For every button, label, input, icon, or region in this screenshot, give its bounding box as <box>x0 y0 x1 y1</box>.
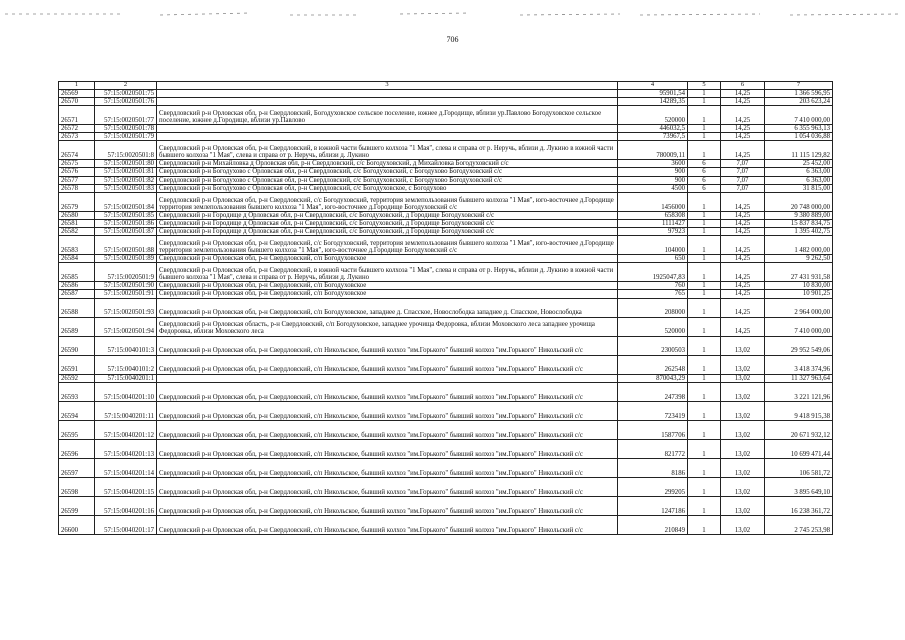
parcel-description <box>157 374 618 382</box>
cadastral-number: 57:15:0020501:85 <box>95 211 157 219</box>
cadastral-number: 57:15:0040201:14 <box>95 458 157 477</box>
table-row <box>59 168 833 176</box>
row-number: 26576 <box>59 168 95 176</box>
table-row <box>59 374 833 382</box>
cadastral-number: 57:15:0040201:15 <box>95 477 157 496</box>
rate-value: 13,02 <box>721 458 765 477</box>
cadastral-number: 57:15:0020501:88 <box>95 236 157 255</box>
cadastral-number: 57:15:0040201:17 <box>95 515 157 534</box>
parcel-area: 1247186 <box>618 496 688 515</box>
rate-value: 13,02 <box>721 496 765 515</box>
land-category: 6 <box>688 176 721 184</box>
row-number: 26597 <box>59 458 95 477</box>
parcel-description: Свердловский р-н Михайловка д Орловская обл, р-н Свердловский, с/с Богодуховский, д Михайловка Богодуховский с/с <box>157 160 618 168</box>
rate-value: 14,25 <box>721 290 765 298</box>
parcel-description: Свердловский р-н Орловская обл, р-н Свердловский, с/п Богодуховское <box>157 255 618 263</box>
rate-value: 14,25 <box>721 133 765 141</box>
table-row <box>59 211 833 219</box>
parcel-description: Свердловский р-н Орловская обл, р-н Свердловский, Богодуховское сельское поселение, южнее д.Городище, вблизи ур.Павлово Богодуховское сельское поселение, южнее д.Городище, вблизи ур.Павлово <box>157 106 618 125</box>
land-category: 1 <box>688 228 721 236</box>
cadastral-value: 11 327 963,64 <box>765 374 833 382</box>
cadastral-value: 31 815,00 <box>765 184 833 192</box>
cadastral-value: 9 418 915,38 <box>765 401 833 420</box>
parcel-description: Свердловский р-н Орловская обл, р-н Свердловский, в южной части бывшего колхоза "1 Мая", слева и справа от р. Неручь, вблизи д. Лукино в южной части бывшего колхоза "1 Мая", слева и справа от р. Неручь, вблизи д. Лукино <box>157 263 618 282</box>
parcel-description: Свердловский р-н Орловская обл, р-н Свердловский, с/п Богодуховское, западнее д. Спасское, Новослободка западнее д. Спасское, Новослободка <box>157 298 618 317</box>
row-number: 26581 <box>59 219 95 227</box>
rate-value: 14,25 <box>721 211 765 219</box>
cadastral-number: 57:15:0040201:16 <box>95 496 157 515</box>
parcel-description: Свердловский р-н Орловская обл, р-н Свердловский, с/п Никольское, бывший колхоз "им.Горького" бывший колхоз "им.Горького" Никольский с/с <box>157 458 618 477</box>
land-category: 1 <box>688 125 721 133</box>
parcel-description: Свердловский р-н Орловская обл, р-н Свердловский, с/п Никольское, бывший колхоз "им.Горького" бывший колхоз "им.Горького" Никольский с/с <box>157 401 618 420</box>
cadastral-number: 57:15:0040101:3 <box>95 336 157 355</box>
cadastral-number: 57:15:0020501:76 <box>95 97 157 105</box>
parcel-description: Свердловский р-н Орловская обл, р-н Свердловский, с/п Никольское, бывший колхоз "им.Горького" бывший колхоз "им.Горького" Никольский с/с <box>157 496 618 515</box>
cadastral-number: 57:15:0020501:91 <box>95 290 157 298</box>
row-number: 26587 <box>59 290 95 298</box>
cadastral-number: 57:15:0020501:77 <box>95 106 157 125</box>
table-row <box>59 496 833 515</box>
parcel-description: Свердловский р-н Орловская обл, р-н Свердловский, с/с Богодуховский, территория землепользования бывшего колхоза "1 Мая", юго-восточнее д.Городище территория землепользования бывшего колхоза "1 Мая", юго-восточнее д.Городище Богодуховский с/с <box>157 236 618 255</box>
parcel-description: Свердловский р-н Богодухово с Орловская обл, р-н Свердловский, с/с Богодуховский, с Богодухово Богодуховский с/с <box>157 176 618 184</box>
cadastral-value: 6 355 963,13 <box>765 125 833 133</box>
row-number: 26579 <box>59 192 95 211</box>
cadastral-value: 3 221 121,96 <box>765 382 833 401</box>
land-category: 1 <box>688 382 721 401</box>
parcel-description: Свердловский р-н Городище д Орловская обл, р-н Свердловский, с/с Богодуховский, д Городище Богодуховский с/с <box>157 219 618 227</box>
row-number: 26599 <box>59 496 95 515</box>
column-header: 4 <box>618 82 688 90</box>
parcel-description: Свердловский р-н Орловская обл, р-н Свердловский, с/п Никольское, бывший колхоз "им.Горького" бывший колхоз "им.Горького" Никольский с/с <box>157 477 618 496</box>
row-number: 26585 <box>59 263 95 282</box>
land-category: 1 <box>688 192 721 211</box>
parcel-description <box>157 97 618 105</box>
rate-value: 13,02 <box>721 477 765 496</box>
land-category: 1 <box>688 496 721 515</box>
table-row <box>59 477 833 496</box>
cadastral-value: 9 380 889,00 <box>765 211 833 219</box>
parcel-area: 658308 <box>618 211 688 219</box>
cadastral-value: 10 830,00 <box>765 282 833 290</box>
cadastral-number: 57:15:0040201:11 <box>95 401 157 420</box>
parcel-area: 210849 <box>618 515 688 534</box>
land-category: 1 <box>688 298 721 317</box>
land-category: 1 <box>688 374 721 382</box>
parcel-area: 299205 <box>618 477 688 496</box>
row-number: 26600 <box>59 515 95 534</box>
cadastral-value: 27 431 931,58 <box>765 263 833 282</box>
land-category: 1 <box>688 255 721 263</box>
cadastral-number: 57:15:0020501:93 <box>95 298 157 317</box>
rate-value: 14,25 <box>721 219 765 227</box>
cadastral-value: 106 581,72 <box>765 458 833 477</box>
cadastral-value: 1 054 036,88 <box>765 133 833 141</box>
land-category: 1 <box>688 355 721 374</box>
cadastral-value: 1 366 596,95 <box>765 89 833 97</box>
parcel-description: Свердловский р-н Городище д Орловская обл, р-н Свердловский, с/с Богодуховский, д Городище Богодуховский с/с <box>157 228 618 236</box>
parcel-description <box>157 89 618 97</box>
row-number: 26571 <box>59 106 95 125</box>
row-number: 26570 <box>59 97 95 105</box>
page-number: 706 <box>446 35 459 44</box>
table-row <box>59 125 833 133</box>
cadastral-value: 7 410 000,00 <box>765 317 833 336</box>
parcel-description: Свердловский р-н Орловская обл, р-н Свердловский, с/п Никольское, бывший колхоз "им.Горького" бывший колхоз "им.Горького" Никольский с/с <box>157 382 618 401</box>
parcel-area: 870043,29 <box>618 374 688 382</box>
land-category: 1 <box>688 439 721 458</box>
rate-value: 14,25 <box>721 125 765 133</box>
parcel-area: 765 <box>618 290 688 298</box>
parcel-area: 1111427 <box>618 219 688 227</box>
row-number: 26589 <box>59 317 95 336</box>
parcel-area: 8186 <box>618 458 688 477</box>
land-category: 1 <box>688 97 721 105</box>
parcel-area: 760 <box>618 282 688 290</box>
table-row <box>59 298 833 317</box>
cadastral-number: 57:15:0040101:2 <box>95 355 157 374</box>
table-row <box>59 290 833 298</box>
cadastral-number: 57:15:0020501:79 <box>95 133 157 141</box>
row-number: 26582 <box>59 228 95 236</box>
row-number: 26584 <box>59 255 95 263</box>
table-row <box>59 355 833 374</box>
parcel-description: Свердловский р-н Орловская обл, р-н Свердловский, с/п Никольское, бывший колхоз "им.Горького" бывший колхоз "им.Горького" Никольский с/с <box>157 355 618 374</box>
cadastral-value: 25 452,00 <box>765 160 833 168</box>
table-row <box>59 228 833 236</box>
parcel-area: 3600 <box>618 160 688 168</box>
parcel-area: 1456000 <box>618 192 688 211</box>
cadastral-number: 57:15:0020501:9 <box>95 263 157 282</box>
rate-value: 13,02 <box>721 382 765 401</box>
land-category: 1 <box>688 236 721 255</box>
parcel-description: Свердловский р-н Орловская обл, р-н Свердловский, с/с Богодуховский, территория землепользования бывшего колхоза "1 Мая", юго-восточнее д.Городище территория землепользования бывшего колхоза "1 Мая", юго-восточнее д.Городище Богодуховский с/с <box>157 192 618 211</box>
rate-value: 14,25 <box>721 89 765 97</box>
parcel-area: 900 <box>618 176 688 184</box>
cadastral-number: 57:15:0020501:84 <box>95 192 157 211</box>
parcel-area: 73967,5 <box>618 133 688 141</box>
row-number: 26590 <box>59 336 95 355</box>
table-row <box>59 160 833 168</box>
column-header: 3 <box>157 82 618 90</box>
parcel-area: 247398 <box>618 382 688 401</box>
cadastral-value: 2 745 253,98 <box>765 515 833 534</box>
cadastral-number: 57:15:0020501:89 <box>95 255 157 263</box>
parcel-description <box>157 125 618 133</box>
row-number: 26573 <box>59 133 95 141</box>
land-category: 1 <box>688 89 721 97</box>
cadastral-value: 3 895 649,10 <box>765 477 833 496</box>
rate-value: 14,25 <box>721 97 765 105</box>
land-category: 1 <box>688 263 721 282</box>
row-number: 26588 <box>59 298 95 317</box>
parcel-area: 208000 <box>618 298 688 317</box>
rate-value: 13,02 <box>721 374 765 382</box>
rate-value: 7,07 <box>721 176 765 184</box>
cadastral-number: 57:15:0040201:1 <box>95 374 157 382</box>
land-category: 1 <box>688 290 721 298</box>
land-category: 1 <box>688 219 721 227</box>
land-category: 1 <box>688 317 721 336</box>
cadastral-value: 10 699 471,44 <box>765 439 833 458</box>
table-row <box>59 192 833 211</box>
table-row <box>59 141 833 160</box>
land-category: 1 <box>688 141 721 160</box>
parcel-description: Свердловский р-н Орловская обл, р-н Свердловский, с/п Никольское, бывший колхоз "им.Горького" бывший колхоз "им.Горького" Никольский с/с <box>157 336 618 355</box>
parcel-description <box>157 133 618 141</box>
cadastral-value: 29 952 549,06 <box>765 336 833 355</box>
parcel-area: 723419 <box>618 401 688 420</box>
parcel-area: 97923 <box>618 228 688 236</box>
scan-artifact-line <box>0 8 905 20</box>
parcel-description: Свердловский р-н Городище д Орловская обл, р-н Свердловский, с/с Богодуховский, д Городище Богодуховский с/с <box>157 211 618 219</box>
cadastral-value: 10 901,25 <box>765 290 833 298</box>
rate-value: 14,25 <box>721 317 765 336</box>
parcel-description: Свердловский р-н Орловская обл, р-н Свердловский, с/п Богодуховское <box>157 282 618 290</box>
parcel-area: 520000 <box>618 106 688 125</box>
row-number: 26586 <box>59 282 95 290</box>
table-row <box>59 236 833 255</box>
table-row <box>59 336 833 355</box>
column-header: 1 <box>59 82 95 90</box>
row-number: 26577 <box>59 176 95 184</box>
cadastral-number: 57:15:0040201:10 <box>95 382 157 401</box>
rate-value: 13,02 <box>721 420 765 439</box>
table-row <box>59 382 833 401</box>
table-row <box>59 317 833 336</box>
row-number: 26572 <box>59 125 95 133</box>
rate-value: 7,07 <box>721 168 765 176</box>
parcel-area: 900 <box>618 168 688 176</box>
parcel-description: Свердловский р-н Богодухово с Орловская обл, р-н Свердловский, с/с Богодуховское, с Богодухово <box>157 184 618 192</box>
cadastral-value: 20 671 932,12 <box>765 420 833 439</box>
cadastral-value: 1 395 402,75 <box>765 228 833 236</box>
column-header: 2 <box>95 82 157 90</box>
land-category: 1 <box>688 336 721 355</box>
land-category: 1 <box>688 133 721 141</box>
column-header: 6 <box>721 82 765 90</box>
cadastral-number: 57:15:0020501:83 <box>95 184 157 192</box>
column-header: 5 <box>688 82 721 90</box>
table-header-row <box>59 82 833 90</box>
parcel-description: Свердловский р-н Орловская обл, р-н Свердловский, в южной части бывшего колхоза "1 Мая", слева и справа от р. Неручь, вблизи д. Лукино в южной части бывшего колхоза "1 Мая", слева и справа от р. Неручь, вблизи д. Лукино <box>157 141 618 160</box>
parcel-area: 14289,35 <box>618 97 688 105</box>
rate-value: 13,02 <box>721 355 765 374</box>
cadastral-value: 16 238 361,72 <box>765 496 833 515</box>
table-row <box>59 401 833 420</box>
parcel-area: 1587706 <box>618 420 688 439</box>
parcel-description: Свердловский р-н Орловская обл, р-н Свердловский, с/п Никольское, бывший колхоз "им.Горького" бывший колхоз "им.Горького" Никольский с/с <box>157 439 618 458</box>
land-category: 1 <box>688 401 721 420</box>
column-header: 7 <box>765 82 833 90</box>
parcel-area: 95901,54 <box>618 89 688 97</box>
parcel-area: 4500 <box>618 184 688 192</box>
row-number: 26574 <box>59 141 95 160</box>
parcel-area: 2300503 <box>618 336 688 355</box>
rate-value: 14,25 <box>721 263 765 282</box>
cadastral-number: 57:15:0020501:75 <box>95 89 157 97</box>
cadastral-value: 6 363,00 <box>765 168 833 176</box>
row-number: 26580 <box>59 211 95 219</box>
table-row <box>59 219 833 227</box>
rate-value: 14,25 <box>721 255 765 263</box>
cadastral-number: 57:15:0040201:12 <box>95 420 157 439</box>
table-row <box>59 106 833 125</box>
parcel-area: 520000 <box>618 317 688 336</box>
rate-value: 14,25 <box>721 106 765 125</box>
row-number: 26592 <box>59 374 95 382</box>
table-row <box>59 176 833 184</box>
cadastral-number: 57:15:0020501:94 <box>95 317 157 336</box>
parcel-area: 262548 <box>618 355 688 374</box>
row-number: 26578 <box>59 184 95 192</box>
table-row <box>59 133 833 141</box>
parcel-description: Свердловский р-н Орловская обл, р-н Свердловский, с/п Богодуховское <box>157 290 618 298</box>
row-number: 26598 <box>59 477 95 496</box>
cadastral-value: 9 262,50 <box>765 255 833 263</box>
cadastral-number: 57:15:0020501:87 <box>95 228 157 236</box>
land-category: 1 <box>688 458 721 477</box>
cadastral-number: 57:15:0020501:90 <box>95 282 157 290</box>
parcel-area: 1925047,83 <box>618 263 688 282</box>
land-category: 1 <box>688 106 721 125</box>
table-row <box>59 263 833 282</box>
table-row <box>59 89 833 97</box>
table-row <box>59 420 833 439</box>
cadastral-number: 57:15:0020501:78 <box>95 125 157 133</box>
parcel-area: 821772 <box>618 439 688 458</box>
cadastral-value: 2 964 000,00 <box>765 298 833 317</box>
rate-value: 14,25 <box>721 236 765 255</box>
table-row <box>59 184 833 192</box>
rate-value: 13,02 <box>721 439 765 458</box>
rate-value: 14,25 <box>721 298 765 317</box>
parcel-description: Свердловский р-н Орловская обл, р-н Свердловский, с/п Никольское, бывший колхоз "им.Горького" бывший колхоз "им.Горького" Никольский с/с <box>157 420 618 439</box>
land-category: 1 <box>688 420 721 439</box>
row-number: 26575 <box>59 160 95 168</box>
parcel-area: 650 <box>618 255 688 263</box>
table-row <box>59 458 833 477</box>
parcel-area: 446032,5 <box>618 125 688 133</box>
row-number: 26594 <box>59 401 95 420</box>
row-number: 26591 <box>59 355 95 374</box>
rate-value: 14,25 <box>721 282 765 290</box>
rate-value: 7,07 <box>721 160 765 168</box>
land-parcels-table <box>58 81 833 535</box>
rate-value: 7,07 <box>721 184 765 192</box>
land-category: 6 <box>688 168 721 176</box>
cadastral-number: 57:15:0020501:82 <box>95 176 157 184</box>
land-category: 1 <box>688 515 721 534</box>
cadastral-value: 6 363,00 <box>765 176 833 184</box>
rate-value: 13,02 <box>721 401 765 420</box>
row-number: 26595 <box>59 420 95 439</box>
parcel-area: 780009,11 <box>618 141 688 160</box>
land-category: 6 <box>688 160 721 168</box>
cadastral-number: 57:15:0020501:80 <box>95 160 157 168</box>
row-number: 26596 <box>59 439 95 458</box>
cadastral-value: 203 623,24 <box>765 97 833 105</box>
cadastral-value: 11 115 129,82 <box>765 141 833 160</box>
table-row <box>59 515 833 534</box>
rate-value: 14,25 <box>721 228 765 236</box>
parcel-area: 104000 <box>618 236 688 255</box>
row-number: 26593 <box>59 382 95 401</box>
table-row <box>59 97 833 105</box>
cadastral-number: 57:15:0020501:86 <box>95 219 157 227</box>
row-number: 26583 <box>59 236 95 255</box>
table-row <box>59 282 833 290</box>
parcel-description: Свердловский р-н Орловская область, р-н Свердловский, с/п Богодуховское, западнее урочища Федоровка, вблизи Моховского леса западнее урочища Федоровка, вблизи Моховского леса <box>157 317 618 336</box>
cadastral-value: 3 418 374,96 <box>765 355 833 374</box>
cadastral-number: 57:15:0020501:81 <box>95 168 157 176</box>
table-row <box>59 255 833 263</box>
rate-value: 14,25 <box>721 192 765 211</box>
land-category: 1 <box>688 477 721 496</box>
parcel-description: Свердловский р-н Богодухово с Орловская обл, р-н Свердловский, с/с Богодуховский, с Богодухово Богодуховский с/с <box>157 168 618 176</box>
land-category: 1 <box>688 211 721 219</box>
rate-value: 13,02 <box>721 336 765 355</box>
parcel-description: Свердловский р-н Орловская обл, р-н Свердловский, с/п Никольское, бывший колхоз "им.Горького" бывший колхоз "им.Горького" Никольский с/с <box>157 515 618 534</box>
cadastral-value: 1 482 000,00 <box>765 236 833 255</box>
rate-value: 14,25 <box>721 141 765 160</box>
cadastral-value: 20 748 000,00 <box>765 192 833 211</box>
row-number: 26569 <box>59 89 95 97</box>
land-category: 6 <box>688 184 721 192</box>
cadastral-number: 57:15:0040201:13 <box>95 439 157 458</box>
cadastral-value: 7 410 000,00 <box>765 106 833 125</box>
cadastral-number: 57:15:0020501:8 <box>95 141 157 160</box>
rate-value: 13,02 <box>721 515 765 534</box>
land-category: 1 <box>688 282 721 290</box>
table-row <box>59 439 833 458</box>
cadastral-value: 15 837 834,75 <box>765 219 833 227</box>
